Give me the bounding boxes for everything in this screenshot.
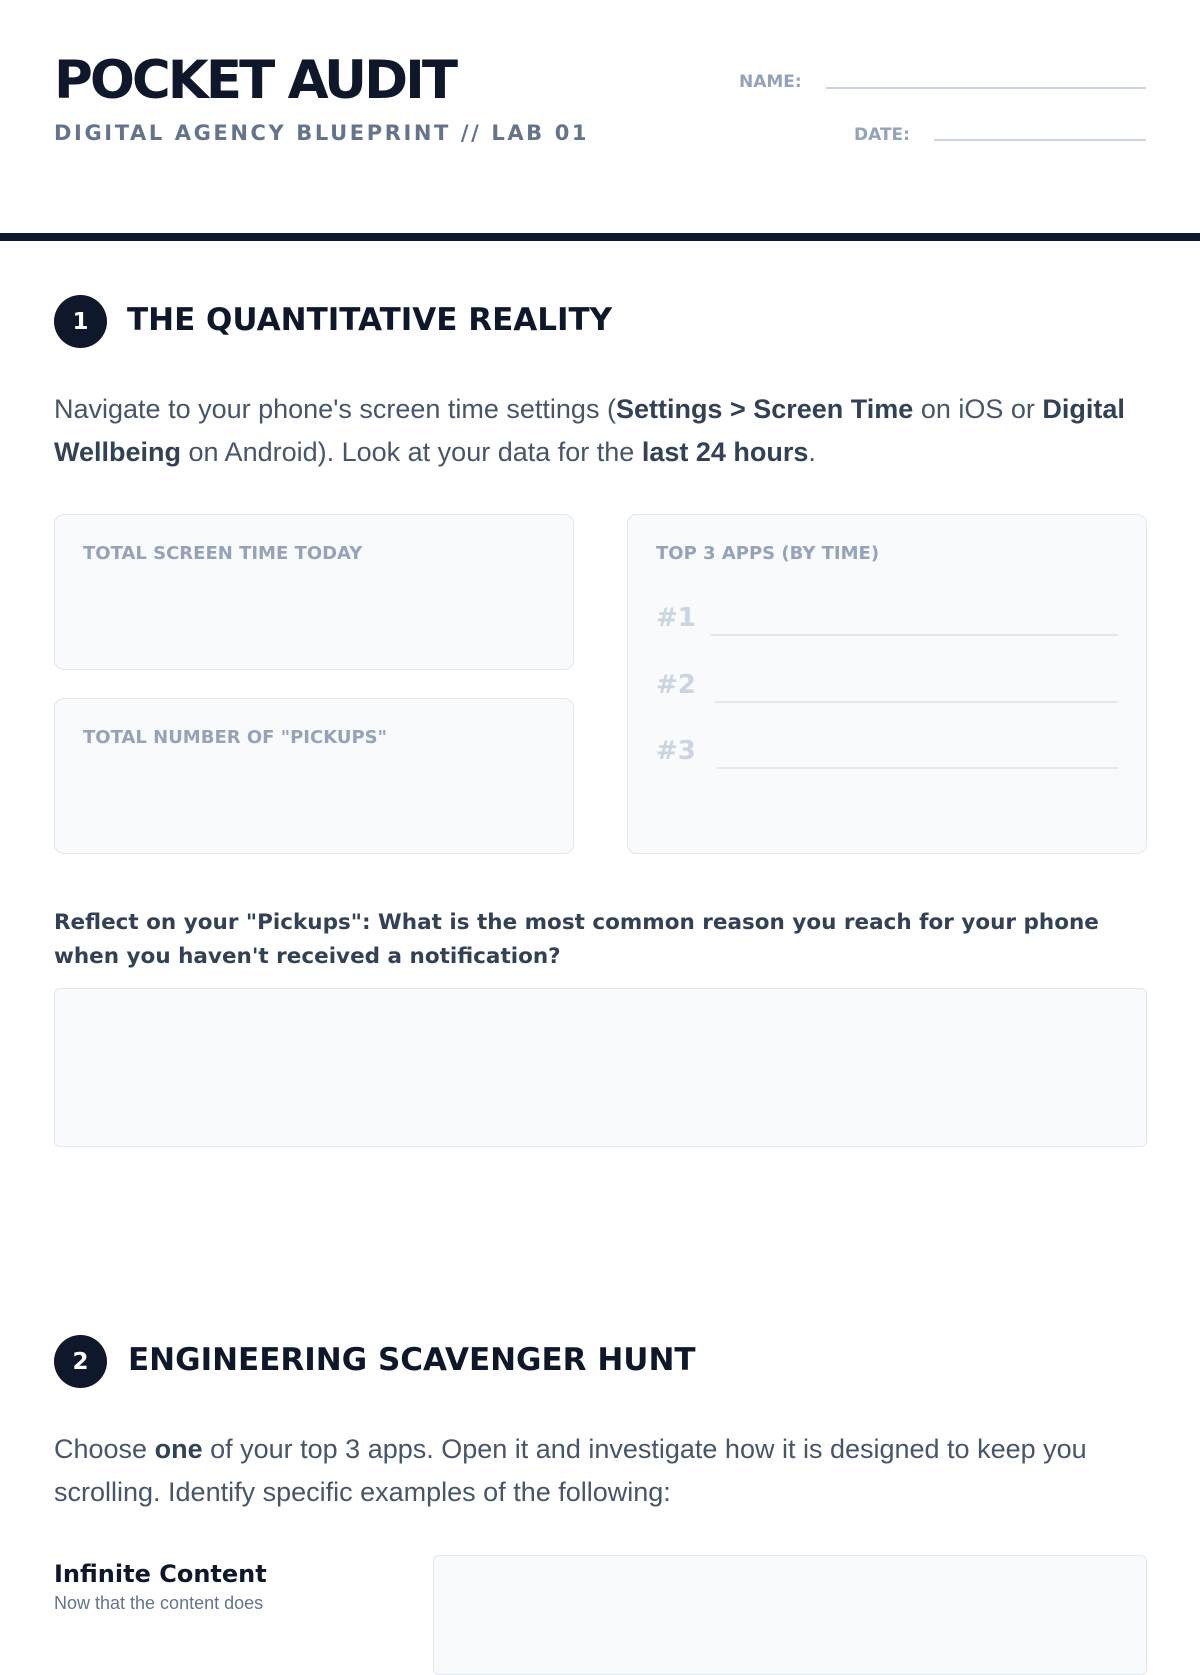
app-3-field[interactable] (717, 767, 1118, 769)
infinite-content-title: Infinite Content (54, 1560, 267, 1588)
section-1-intro-run: Settings > Screen Time (615, 394, 914, 424)
rank-1-label: #1 (656, 603, 696, 633)
section-1-instructions (54, 388, 1146, 474)
section-2-intro-run: of your top 3 apps. Open it and investigate how it is designed to keep you scrolling. Identify specific examples of the following: (54, 1434, 1087, 1507)
app-2-field[interactable] (715, 701, 1118, 703)
app-1-field[interactable] (710, 634, 1118, 636)
worksheet-title: POCKET AUDIT (54, 50, 455, 111)
section-1-intro-run: Navigate to your phone's screen time settings ( (54, 394, 616, 424)
section-2-title: ENGINEERING SCAVENGER HUNT (128, 1342, 696, 1378)
section-1-intro-run: Digital Wellbeing (54, 394, 1125, 467)
section-2-intro-run: Choose (54, 1434, 155, 1464)
section-2-number-badge: 2 (54, 1335, 107, 1388)
screen-time-label: TOTAL SCREEN TIME TODAY (83, 543, 363, 564)
section-2-intro-run: one (154, 1434, 203, 1464)
section-1-intro-run: on Android). Look at your data for the (181, 437, 642, 467)
section-1-number-badge: 1 (54, 295, 107, 348)
section-1-intro-run: last 24 hours (641, 437, 809, 467)
name-field[interactable] (826, 87, 1146, 89)
header-divider (0, 233, 1200, 241)
top-apps-card (627, 514, 1147, 854)
top-apps-label: TOP 3 APPS (BY TIME) (656, 543, 880, 564)
name-label: NAME: (739, 72, 802, 92)
worksheet-subtitle: DIGITAL AGENCY BLUEPRINT // LAB 01 (54, 121, 590, 145)
infinite-content-description: Now that the content does (54, 1593, 264, 1613)
date-field[interactable] (934, 139, 1146, 141)
pickups-card[interactable] (54, 698, 574, 854)
rank-2-label: #2 (656, 670, 696, 700)
date-label: DATE: (854, 125, 910, 145)
section-2-instructions (54, 1428, 1146, 1514)
rank-3-label: #3 (656, 736, 696, 766)
pickups-reflection-question: Reflect on your "Pickups": What is the most common reason you reach for your phone when you haven't received a notification? (54, 910, 1099, 969)
worksheet-header (54, 0, 1146, 232)
section-1-title: THE QUANTITATIVE REALITY (127, 302, 613, 338)
section-1-intro-run: on iOS or (913, 394, 1043, 424)
pickups-reflection-answer[interactable] (54, 988, 1147, 1147)
section-1-intro-run: . (808, 437, 816, 467)
pickups-label: TOTAL NUMBER OF "PICKUPS" (83, 727, 387, 748)
screen-time-card[interactable] (54, 514, 574, 670)
infinite-content-answer[interactable] (433, 1555, 1147, 1675)
